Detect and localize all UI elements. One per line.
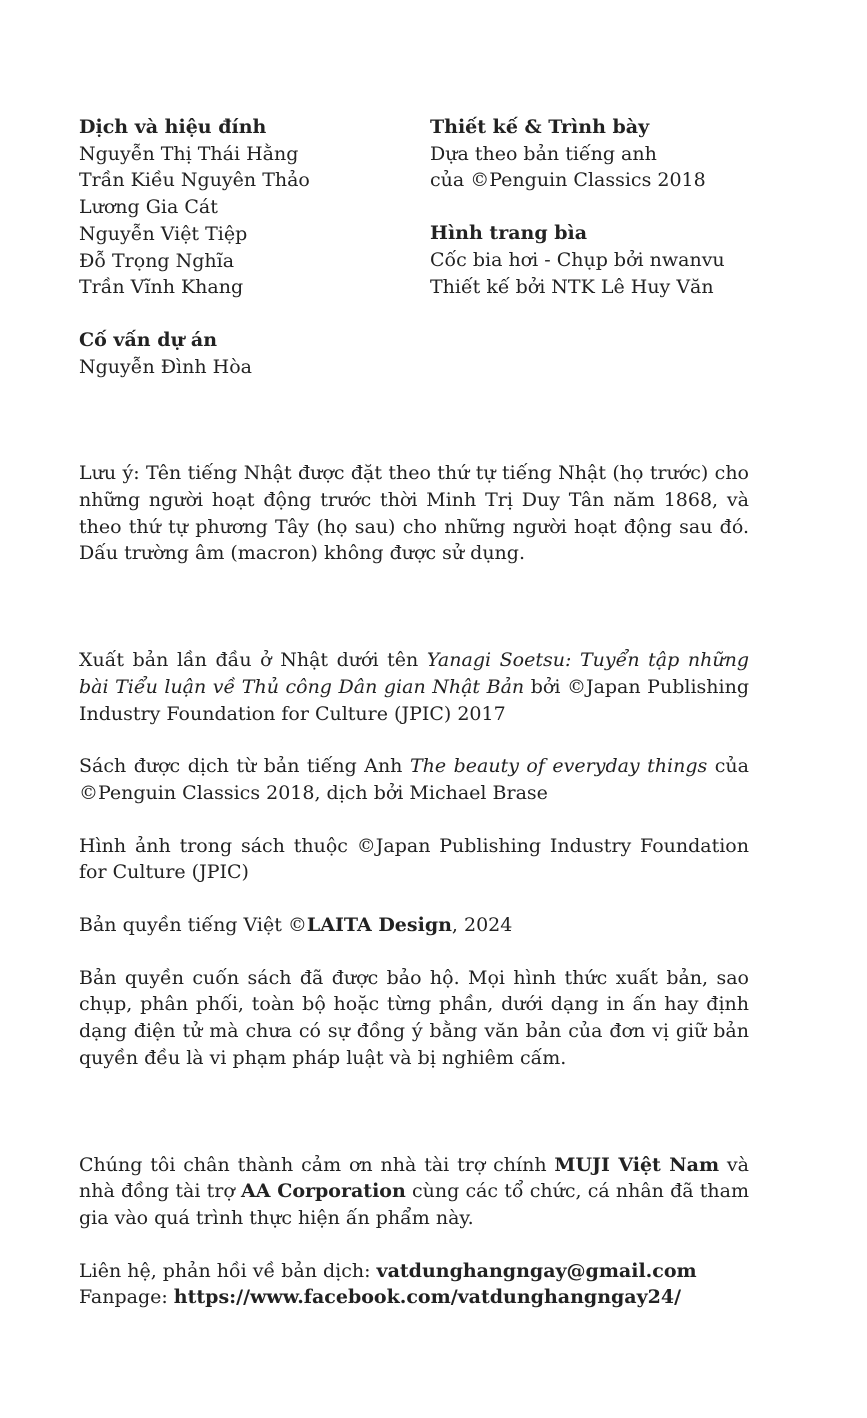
contact-email[interactable]: vatdunghangngay@gmail.com <box>376 1259 697 1282</box>
publication-info <box>79 647 749 1071</box>
co-sponsor: AA Corporation <box>240 1180 406 1203</box>
translator-name: Trần Vĩnh Khang <box>79 276 244 299</box>
credits-section <box>79 114 749 380</box>
acknowledgements <box>79 1152 749 1312</box>
main-sponsor: MUJI Việt Nam <box>554 1153 720 1176</box>
naming-note: Lưu ý: Tên tiếng Nhật được đặt theo thứ tự tiếng Nhật (họ trước) cho những người hoạt động trước thời Minh Trị Duy Tân năm 1868, và theo thứ tự phương Tây (họ sau) cho những người hoạt động sau đó. Dấu trường âm (macron) không được sử dụng. <box>79 462 749 565</box>
design-heading: Thiết kế & Trình bày <box>430 116 650 138</box>
credits-left-column <box>79 114 430 380</box>
design-credits <box>430 114 749 194</box>
cover-heading: Hình trang bìa <box>430 222 588 245</box>
first-publication-prefix: Xuất bản lần đầu ở Nhật dưới tên <box>79 649 427 672</box>
translation-source-suffix: của ©Penguin Classics 2018, dịch bởi Michael Brase <box>79 755 749 804</box>
feedback-line <box>79 1258 749 1285</box>
cover-credits <box>430 220 749 300</box>
original-title: Yanagi Soetsu: Tuyển tập những bài Tiểu luận về Thủ công Dân gian Nhật Bản <box>79 649 749 698</box>
copyright-year: , 2024 <box>451 914 513 937</box>
thanks-text: Chúng tôi chân thành cảm ơn nhà tài trợ chính <box>79 1153 555 1176</box>
design-line: Dựa theo bản tiếng anh <box>430 142 657 165</box>
first-publication-suffix: bởi ©Japan Publishing Industry Foundation for Culture (JPIC) 2017 <box>79 675 749 725</box>
fanpage-line <box>79 1284 749 1311</box>
image-credits: Hình ảnh trong sách thuộc ©Japan Publishing Industry Foundation for Culture (JPIC) <box>79 834 749 884</box>
fanpage-label: Fanpage: <box>79 1286 174 1309</box>
first-publication <box>79 647 749 727</box>
translation-heading: Dịch và hiệu đính <box>79 116 267 138</box>
cover-line: Thiết kế bởi NTK Lê Huy Văn <box>430 275 714 298</box>
contact-info <box>79 1258 749 1311</box>
translation-source <box>79 753 749 806</box>
translator-name: Đỗ Trọng Nghĩa <box>79 249 235 272</box>
translation-credits <box>79 114 430 301</box>
rights-statement: Bản quyền cuốn sách đã được bảo hộ. Mọi hình thức xuất bản, sao chụp, phân phối, toàn bộ hoặc từng phần, dưới dạng in ấn hay định dạng điện tử mà chưa có sự đồng ý bằng văn bản của đơn vị giữ bản quyền đều là vi phạm pháp luật và bị nghiêm cấm. <box>79 966 749 1069</box>
sponsor-thanks <box>79 1152 749 1232</box>
fanpage-link[interactable]: https://www.facebook.com/vatdunghangngay24/ <box>173 1286 682 1309</box>
thanks-text: và nhà đồng tài trợ <box>79 1153 749 1203</box>
credits-right-column <box>430 114 749 380</box>
cover-line: Cốc bia hơi - Chụp bởi nwanvu <box>430 248 725 271</box>
advisor-heading: Cố vấn dự án <box>79 328 218 351</box>
translation-source-prefix: Sách được dịch từ bản tiếng Anh <box>79 755 410 778</box>
translator-name: Nguyễn Thị Thái Hằng <box>79 142 299 165</box>
copyright-holder: LAITA Design <box>306 914 452 937</box>
translator-name: Lương Gia Cát <box>79 196 218 219</box>
advisor-name: Nguyễn Đình Hòa <box>79 355 252 378</box>
translator-name: Trần Kiều Nguyên Thảo <box>79 169 310 192</box>
vietnamese-copyright <box>79 912 749 939</box>
design-line: của ©Penguin Classics 2018 <box>430 169 706 192</box>
thanks-text: cùng các tổ chức, cá nhân đã tham gia vào quá trình thực hiện ấn phẩm này. <box>79 1180 749 1229</box>
copyright-prefix: Bản quyền tiếng Việt © <box>79 914 307 937</box>
translator-name: Nguyễn Việt Tiệp <box>79 222 248 245</box>
advisor-credits <box>79 327 430 380</box>
copyright-page <box>79 114 749 1311</box>
english-title: The beauty of everyday things <box>409 755 708 778</box>
feedback-label: Liên hệ, phản hồi về bản dịch: <box>79 1259 377 1282</box>
